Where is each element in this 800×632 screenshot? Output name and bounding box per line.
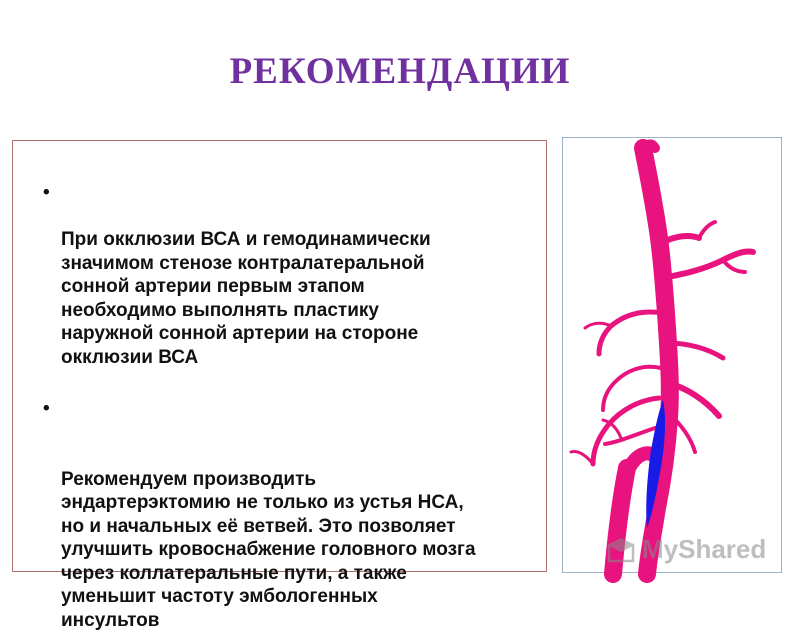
bullet-text: При окклюзии ВСА и гемодинамически значимом стенозе контралатеральной сонной артерии первым этапом необходимо выполнять пластику наружной сонной артерии на стороне окклюзии ВСА: [61, 229, 431, 368]
bullet-item: [41, 181, 541, 369]
artery-branch: [723, 260, 745, 272]
bullet-marker: •: [43, 182, 50, 203]
watermark: [606, 534, 766, 565]
artery-branch: [599, 312, 663, 354]
artery-illustration: [562, 137, 782, 573]
artery-branch: [699, 222, 715, 238]
slide-title: РЕКОМЕНДАЦИИ: [229, 51, 571, 92]
bullet-text: Рекомендуем производить эндартерэктомию не только из устья НСА, но и начальных её ветвей. Это позволяет улучшить кровоснабжение головного мозга через коллатеральные пути, а также уменьшит частоту эмбологенных инсультов: [61, 468, 476, 631]
artery-branch: [643, 145, 655, 152]
bullet-marker: •: [43, 398, 50, 419]
bullet-item: [41, 397, 541, 632]
text-panel: [12, 140, 547, 631]
bullet-list: [41, 181, 541, 632]
mortarboard-icon: [606, 535, 636, 565]
watermark-text: MyShared: [642, 534, 767, 564]
carotid-artery-drawing: [563, 138, 783, 574]
artery-branch: [571, 452, 593, 465]
artery-branch: [663, 251, 753, 278]
artery-branch: [605, 428, 655, 444]
